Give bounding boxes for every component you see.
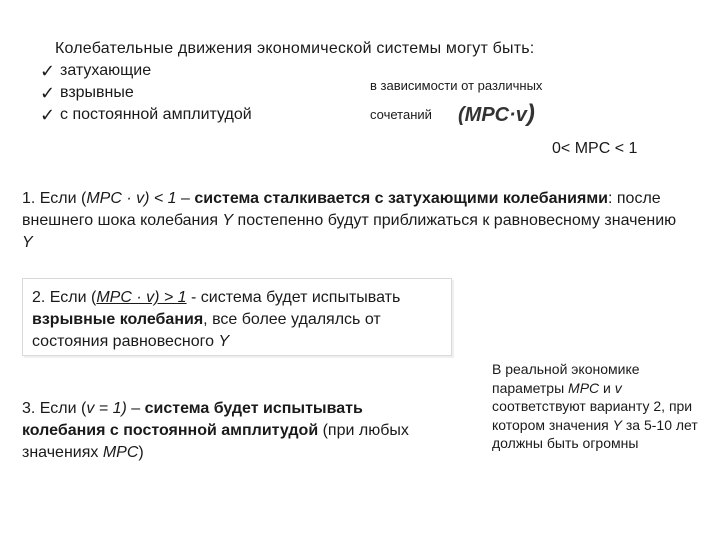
dependence-text-line1: в зависимости от различных xyxy=(370,78,543,93)
case-2-text-cont: , все более удалялсь от состояния равновесного xyxy=(32,311,381,350)
list-item-label: затухающие xyxy=(60,62,152,79)
case-3-condition: v = 1) xyxy=(86,400,127,417)
list-item xyxy=(40,60,252,82)
dependence-text-line2: сочетаний xyxy=(370,107,432,122)
case-1-var-y-eq: Y xyxy=(22,234,33,251)
case-2-var-y: Y xyxy=(218,333,230,350)
note-var-y: Y xyxy=(612,416,622,433)
case-1-text-cont: постепенно будут приближаться к равновесному значению xyxy=(233,212,677,229)
list-item xyxy=(40,82,252,104)
case-3-paragraph xyxy=(22,398,432,464)
case-1-lead: 1. Если xyxy=(22,190,77,207)
case-2-condition: MPC · v) > 1 xyxy=(96,289,187,306)
case-3-text: (при любых значениях xyxy=(22,422,409,461)
case-1-dash: – xyxy=(176,190,195,207)
note-text: соответствуют варианту 2, при котором значения xyxy=(492,398,693,433)
case-3-lead: 3. Если ( xyxy=(22,400,87,417)
checkmark-icon: ✓ xyxy=(40,105,56,125)
case-2-paragraph xyxy=(32,287,452,353)
list-item-label: с постоянной амплитудой xyxy=(60,106,252,123)
mpc-range: 0< MPC < 1 xyxy=(552,140,638,157)
list-item xyxy=(40,104,252,126)
case-3-dash: – xyxy=(126,400,145,417)
note-text: за 5-10 лет должны быть огромны xyxy=(492,416,698,451)
formula-open-paren: ( xyxy=(458,104,465,126)
case-2-lead: 2. Если ( xyxy=(32,289,97,306)
case-3-constant-label: система будет испытывать колебания с постоянной амплитудой xyxy=(22,400,363,439)
case-1-paragraph xyxy=(22,188,682,254)
formula-close-paren: ) xyxy=(526,100,535,127)
case-2-text: - система будет испытывать xyxy=(186,289,401,306)
slide-heading: Колебательные движения экономической системы могут быть: xyxy=(55,40,535,57)
case-1-text: : после внешнего шока колебания xyxy=(22,190,661,229)
note-text: и xyxy=(599,379,615,396)
checkmark-icon: ✓ xyxy=(40,61,56,81)
case-3-close: ) xyxy=(138,444,144,461)
list-item-label: взрывные xyxy=(60,84,134,101)
case-1-condition: MPC · v) < 1 xyxy=(86,190,177,207)
oscillation-types-list xyxy=(40,60,252,126)
case-1-var-y: Y xyxy=(222,212,234,229)
reality-note xyxy=(492,360,712,453)
case-3-var-mpc: MPC xyxy=(102,444,139,461)
formula-body: MPC·v xyxy=(464,104,527,126)
case-1-damped-label: система сталкивается с затухающими колебаниями xyxy=(194,190,608,207)
case-2-explosive-label: взрывные колебания xyxy=(32,311,204,328)
note-text: В реальной экономике параметры xyxy=(492,361,640,396)
case-1-cond-open: ( xyxy=(76,190,87,207)
note-var-v: v xyxy=(614,379,622,396)
note-var-mpc: MPC xyxy=(568,379,600,396)
checkmark-icon: ✓ xyxy=(40,83,56,103)
mpc-v-formula xyxy=(458,100,535,128)
